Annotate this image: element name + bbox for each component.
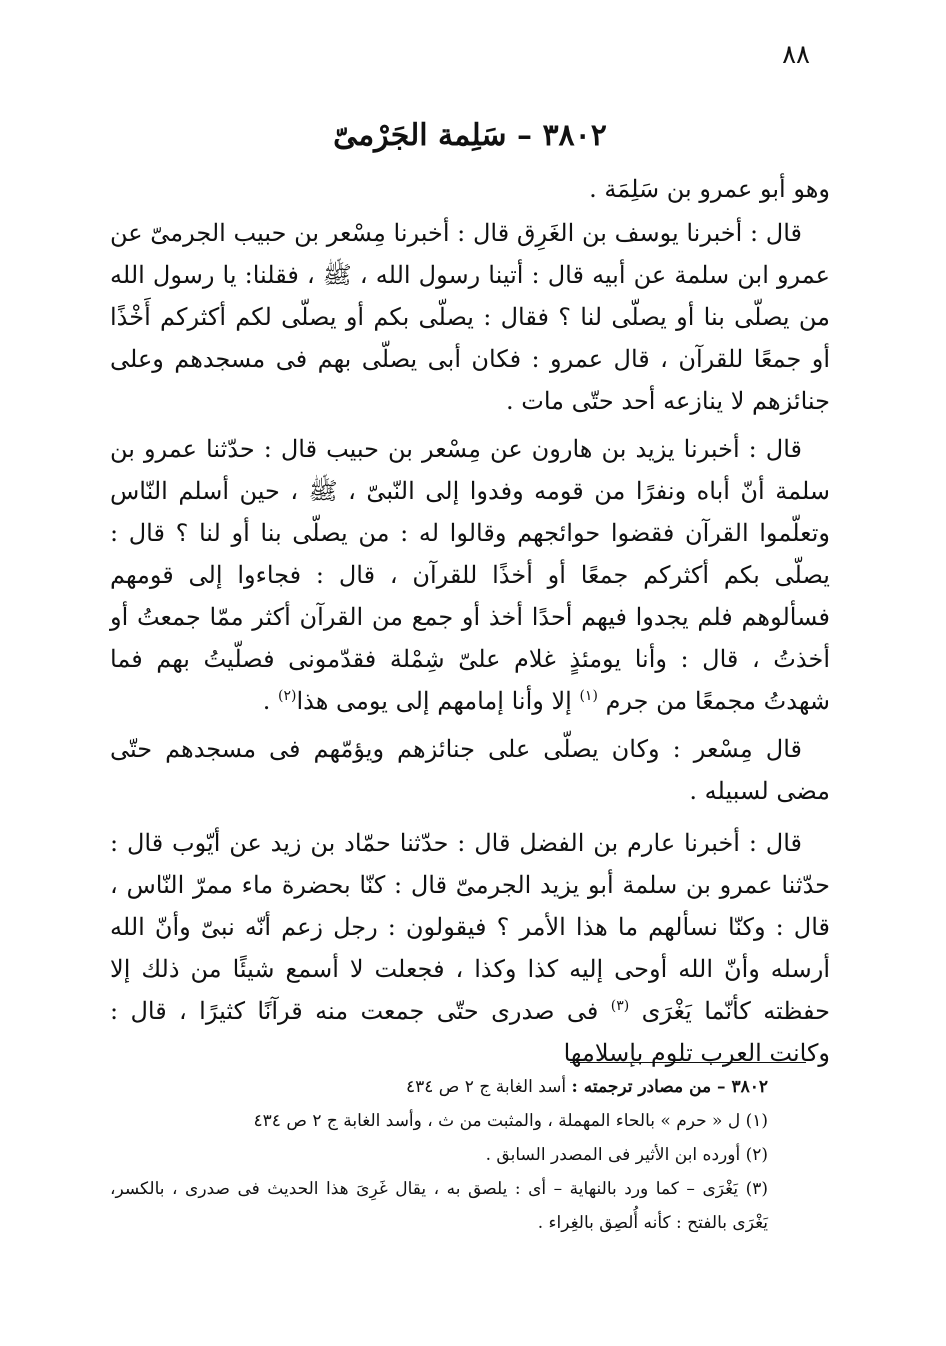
footnotes	[110, 1070, 816, 1240]
footnote-mark-3: (٣)	[610, 998, 630, 1014]
paragraph-1: قال : أخبرنا يوسف بن الغَرِق قال : أخبرنا مِسْعر بن حبيب الجرمىّ عن عمرو ابن سلمة عن أبيه قال : أتينا رسول الله ، ﷺ ، فقلنا: يا رسول الله من يصلّى بنا أو يصلّى لنا ؟ فقال : يصلّى بكم أو يصلّى لكم أكثركم أَخْذًا أو جمعًا للقرآن ، قال عمرو : فكان أبى يصلّى بهم فى مسجدهم وعلى جنائزهم لا ينازعه أحد حتّى مات .	[110, 219, 830, 415]
footnote-mark-1: (١)	[579, 688, 598, 704]
paragraph-4	[110, 822, 830, 1074]
footnote-sources	[110, 1070, 816, 1104]
footnote-divider	[570, 1062, 806, 1063]
page-number: ٨٨	[782, 40, 810, 70]
entry-title	[110, 118, 830, 153]
footnote-sources-text: أسد الغابة ج ٢ ص ٤٣٤	[406, 1077, 567, 1097]
footnote-sources-lead: ٣٨٠٢ – من مصادر ترجمته :	[571, 1077, 768, 1097]
paragraph-2: قال : أخبرنا يزيد بن هارون عن مِسْعر بن حبيب قال : حدّثنا عمرو بن سلمة أنّ أباه ونفرًا من قومه وفدوا إلى النّبىّ ، ﷺ ، حين أسلم النّاس وتعلّموا القرآن فقضوا حوائجهم وقالوا له : من يصلّى بنا أو لنا ؟ قال : يصلّى بكم أكثركم جمعًا أو أخذًا للقرآن ، قال : فجاءوا إلى قومهم فسألوهم فلم يجدوا فيهم أحدًا أخذ أو جمع من القرآن أكثر ممّا جمعتُ أو أخذتُ ، قال : وأنا يومئذٍ غلام علىّ شِمْلة فقدّمونى فصلّيتُ بهم فما شهدتُ مجمعًا من جرم $^{(١)}$ إلا وأنا إمامهم إلى يومى هذا$^{(٢)}$ .	[110, 435, 830, 715]
paragraph-4-text: قال : أخبرنا عارم بن الفضل قال : حدّثنا حمّاد بن زيد عن أيّوب قال : حدّثنا عمرو بن سلمة أبو يزيد الجرمىّ قال : كنّا بحضرة ماء ممرّ النّاس ، قال : وكنّا نسألهم ما هذا الأمر ؟ فيقولون : رجل زعم أنّه نبىّ وأنّ الله أرسله وأنّ الله أوحى إليه كذا وكذا ، فجعلت لا أسمع شيئًا من ذلك إلا حفظته كأنّما يَغْرَى	[110, 829, 831, 1025]
footnote-mark-2: (٢)	[278, 688, 297, 704]
footnote-2: (٢) أورده ابن الأثير فى المصدر السابق .	[485, 1145, 768, 1165]
entry-number: ٣٨٠٢	[542, 118, 607, 153]
paragraph-2-continuation: إلا وأنا إمامهم إلى يومى هذا	[296, 687, 572, 715]
paragraph-4-continuation: فى صدرى حتّى جمعت منه قرآنًا كثيرًا ، قال : وكانت العرب تلوم بإسلامها	[110, 997, 830, 1067]
footnote-3: (٣) يَغْرَى – كما ورد بالنهاية – أى : يلصق به ، يقال غَرِىَ هذا الحديث فى صدرى ، بالكسر، يَغْرَى بالفتح : كأنه أُلصِق بالغِراء .	[110, 1179, 768, 1233]
paragraph-2-text: قال : أخبرنا يزيد بن هارون عن مِسْعر بن حبيب قال : حدّثنا عمرو بن سلمة أنّ أباه ونفرًا من قومه وفدوا إلى النّبىّ ، ﷺ ، حين أسلم النّاس وتعلّموا القرآن فقضوا حوائجهم وقالوا له : من يصلّى بنا أو لنا ؟ قال : يصلّى بكم أكثركم جمعًا أو أخذًا للقرآن ، قال : فجاءوا إلى قومهم فسألوهم فلم يجدوا فيهم أحدًا أخذ أو جمع من القرآن أكثر ممّا جمعتُ أو أخذتُ ، قال : وأنا يومئذٍ غلام علىّ شِمْلة فقدّمونى فصلّيتُ بهم فما شهدتُ مجمعًا من جرم	[110, 435, 830, 715]
entry-name: سَلِمة الجَرْمىّ	[333, 118, 507, 153]
entry-separator: –	[516, 118, 532, 153]
entry-subtitle: وهو أبو عمرو بن سَلِمَة .	[589, 175, 830, 203]
paragraph-3: قال مِسْعر : وكان يصلّى على جنائزهم ويؤمّهم فى مسجدهم حتّى مضى لسبيله .	[110, 735, 830, 805]
footnote-1: (١) ل « حرم » بالحاء المهملة ، والمثبت من ث ، وأسد الغابة ج ٢ ص ٤٣٤	[253, 1111, 768, 1131]
